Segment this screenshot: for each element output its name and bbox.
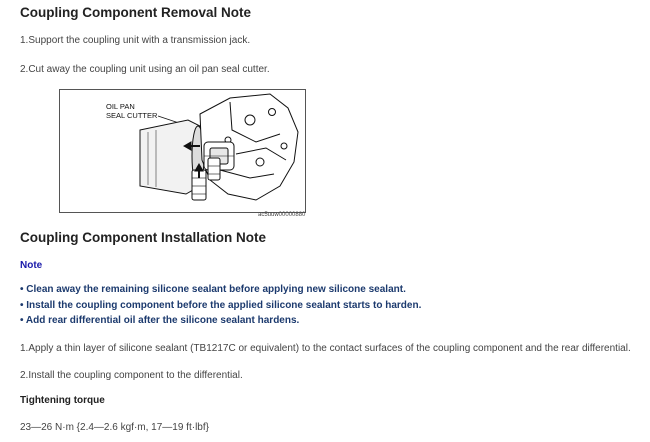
removal-step-1: 1.Support the coupling unit with a transmission jack.: [20, 35, 251, 46]
installation-step-2: 2.Install the coupling component to the differential.: [20, 370, 243, 381]
note-list: [20, 282, 421, 329]
removal-title: Coupling Component Removal Note: [20, 5, 251, 20]
oil-pan-seal-cutter-illustration: [59, 89, 306, 213]
note-item-1: • Clean away the remaining silicone sealant before applying new silicone sealant.: [20, 284, 406, 295]
callout-label-line1: OIL PAN: [106, 102, 135, 111]
note-item-2: • Install the coupling component before the applied silicone sealant starts to harden.: [20, 299, 422, 311]
removal-step-2: 2.Cut away the coupling unit using an oil pan seal cutter.: [20, 64, 270, 75]
note-item-3: • Add rear differential oil after the silicone sealant hardens.: [20, 315, 300, 326]
installation-step-1: 1.Apply a thin layer of silicone sealant (TB1217C or equivalent) to the contact surfaces of the coupling component and the rear differential.: [20, 343, 631, 354]
figure-code: ac5uuw00000880: [258, 212, 306, 218]
callout-label-line2: SEAL CUTTER: [106, 111, 158, 120]
tightening-torque-label: Tightening torque: [20, 395, 105, 406]
installation-title: Coupling Component Installation Note: [20, 230, 266, 245]
transmission-coupling-drawing: [60, 90, 305, 212]
note-label: Note: [20, 260, 43, 271]
tightening-torque-value: 23—26 N·m {2.4—2.6 kgf·m, 17—19 ft·lbf}: [20, 422, 209, 433]
